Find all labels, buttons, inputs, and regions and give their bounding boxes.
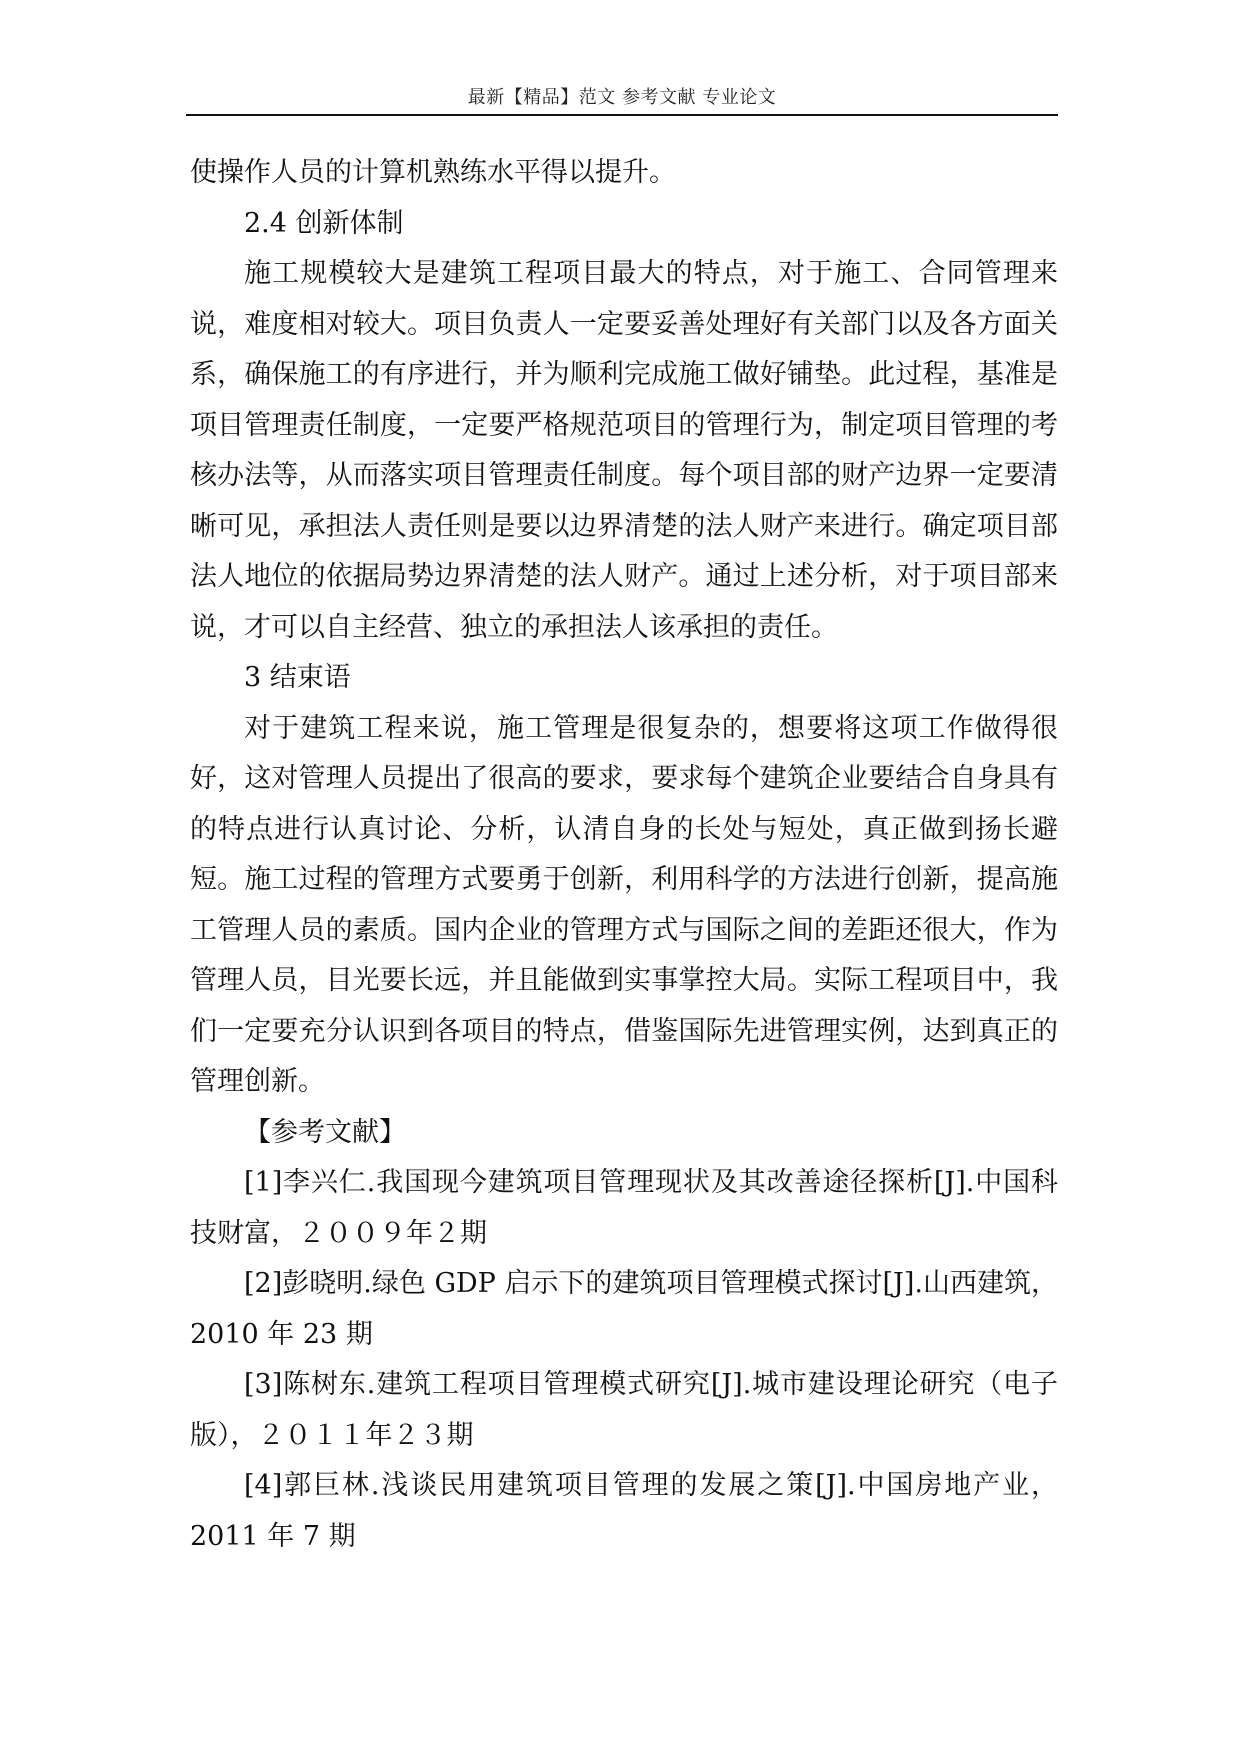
section-heading-2-4: 2.4 创新体制 [244,207,404,239]
paragraph-continuation: 使操作人员的计算机熟练水平得以提升。 [190,157,676,188]
reference-item-3: [3]陈树东.建筑工程项目管理模式研究[J].城市建设理论研究（电子版），２０１１年２３期 [190,1369,1058,1451]
document-body [190,148,1058,1562]
section-heading-conclusion: 3 结束语 [244,662,351,693]
reference-item-1: [1]李兴仁.我国现今建筑项目管理现状及其改善途径探析[J].中国科技财富，２００９年２期 [190,1167,1058,1249]
reference-item-2: [2]彭晓明.绿色 GDP 启示下的建筑项目管理模式探讨[J].山西建筑，2010 年 23 期 [190,1268,1058,1350]
page-header: 最新【精品】范文 参考文献 专业论文 [467,87,777,108]
header-divider [186,114,1058,116]
paragraph-conclusion: 对于建筑工程来说，施工管理是很复杂的，想要将这项工作做得很好，这对管理人员提出了很高的要求，要求每个建筑企业要结合自身具有的特点进行认真讨论、分析，认清自身的长处与短处，真正做到扬长避短。施工过程的管理方式要勇于创新，利用科学的方法进行创新，提高施工管理人员的素质。国内企业的管理方式与国际之间的差距还很大，作为管理人员，目光要长远，并且能做到实事掌控大局。实际工程项目中，我们一定要充分认识到各项目的特点，借鉴国际先进管理实例，达到真正的管理创新。 [190,712,1058,1097]
reference-item-4: [4]郭巨林.浅谈民用建筑项目管理的发展之策[J].中国房地产业，2011 年 7 期 [190,1470,1058,1552]
paragraph-innovation-system: 施工规模较大是建筑工程项目最大的特点，对于施工、合同管理来说，难度相对较大。项目负责人一定要妥善处理好有关部门以及各方面关系，确保施工的有序进行，并为顺利完成施工做好铺垫。此过程，基准是项目管理责任制度，一定要严格规范项目的管理行为，制定项目管理的考核办法等，从而落实项目管理责任制度。每个项目部的财产边界一定要清晰可见，承担法人责任则是要以边界清楚的法人财产来进行。确定项目部法人地位的依据局势边界清楚的法人财产。通过上述分析，对于项目部来说，才可以自主经营、独立的承担法人该承担的责任。 [190,258,1058,643]
references-heading: 【参考文献】 [244,1116,406,1148]
